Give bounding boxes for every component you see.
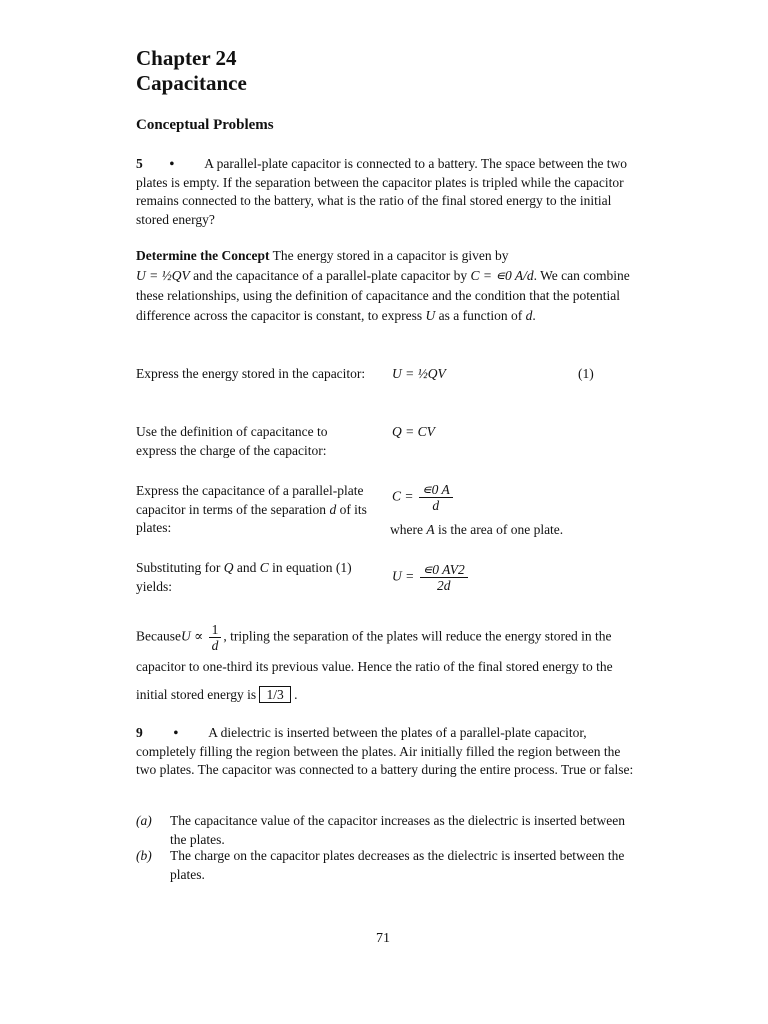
fraction-numerator: 1 (209, 622, 222, 638)
variable-c: C (259, 560, 269, 575)
problem-text: A dielectric is inserted between the plates of a parallel-plate capacitor, completely filling the region between the plates. Air initially filled the region between the two plates. The capacitor was connected to a battery during the entire process. True or false: (136, 725, 634, 778)
variable-u: U (425, 308, 436, 323)
fraction (419, 482, 453, 513)
difficulty-bullet: • (169, 156, 175, 171)
chapter-title: Capacitance (136, 71, 247, 95)
conclusion-text: Because (136, 628, 181, 644)
note-text: where (390, 522, 423, 537)
chapter-heading (136, 46, 247, 96)
note-text: is the area of one plate. (437, 522, 564, 537)
step-2-label: Use the definition of capacitance to express the charge of the capacitor: (136, 424, 328, 458)
problem-number: 9 (136, 725, 143, 740)
conclusion-text: , tripling the separation of the plates will reduce the energy stored in the capacitor to one-third its previous value. Hence the ratio of the final stored energy to the initial stored energy is (136, 628, 613, 702)
label-text: in equation (1) yields: (136, 560, 352, 594)
concept-text: . We can combine these relationships, using the definition of capacitance and the condition that the potential difference across the capacitor is constant, to express (136, 268, 630, 323)
page-number: 71 (376, 931, 390, 946)
item-text: The capacitance value of the capacitor increases as the dielectric is inserted between the plates. (170, 813, 626, 847)
step-2-equation: Q = CV (392, 424, 435, 439)
fraction-numerator: ∊0 AV2 (420, 562, 468, 578)
label-text: and (236, 560, 257, 575)
step-3-equation (392, 482, 455, 513)
variable-q: Q (223, 560, 234, 575)
step-4-equation (392, 562, 470, 593)
fraction (209, 622, 222, 653)
step-1-label: Express the energy stored in the capacitor: (136, 366, 366, 381)
step-4-label (136, 559, 371, 596)
step-1-equation: U = ½QV (392, 366, 446, 381)
conclusion-text: . (294, 687, 298, 702)
answer-box: 1/3 (259, 686, 290, 703)
equation-number: (1) (578, 366, 594, 381)
problem-5-statement (136, 155, 636, 229)
conclusion-paragraph (136, 622, 636, 709)
equation-lhs: U = (392, 568, 415, 584)
label-text: of its plates: (136, 501, 367, 536)
equation-lhs: C = (392, 488, 414, 504)
label-text: Express the capacitance of a parallel-plate capacitor in terms of the separation (136, 483, 364, 517)
item-tag: (b) (136, 848, 152, 863)
difficulty-bullet: • (173, 725, 179, 740)
concept-paragraph (136, 246, 636, 326)
concept-text: and the capacitance of a parallel-plate capacitor by (193, 268, 468, 283)
problem-number: 5 (136, 156, 143, 171)
fraction-numerator: ∊0 A (419, 482, 453, 498)
fraction (420, 562, 468, 593)
proportional-relation: U ∝ (180, 628, 204, 644)
variable-a: A (426, 522, 435, 537)
problem-9-statement (136, 724, 636, 780)
variable-d: d (525, 308, 533, 323)
list-item (136, 847, 636, 883)
chapter-number: Chapter 24 (136, 46, 237, 70)
list-item (136, 812, 636, 848)
problem-text: A parallel-plate capacitor is connected to a battery. The space between the two plates is empty. If the separation between the capacitor plates is tripled while the capacitor remains connected to the battery, what is the ratio of the final stored energy to the initial stored energy? (136, 156, 628, 227)
item-text: The charge on the capacitor plates decreases as the dielectric is inserted between the plates. (170, 848, 625, 882)
step-3-label (136, 482, 371, 538)
section-title: Conceptual Problems (136, 117, 274, 133)
fraction-denominator: 2d (436, 578, 451, 593)
fraction-denominator: d (432, 498, 440, 513)
label-text: Substituting for (136, 560, 221, 575)
step-3-note (390, 521, 563, 540)
concept-c-formula: C = ∊0 A/d (470, 268, 534, 283)
concept-u-formula: U = ½QV (136, 268, 190, 283)
fraction-denominator: d (211, 638, 219, 653)
concept-text: as a function of (438, 308, 523, 323)
concept-text: . (532, 308, 536, 323)
item-tag: (a) (136, 813, 152, 828)
concept-text: The energy stored in a capacitor is given by (272, 248, 509, 263)
concept-label: Determine the Concept (136, 248, 270, 263)
variable-d: d (329, 501, 337, 517)
